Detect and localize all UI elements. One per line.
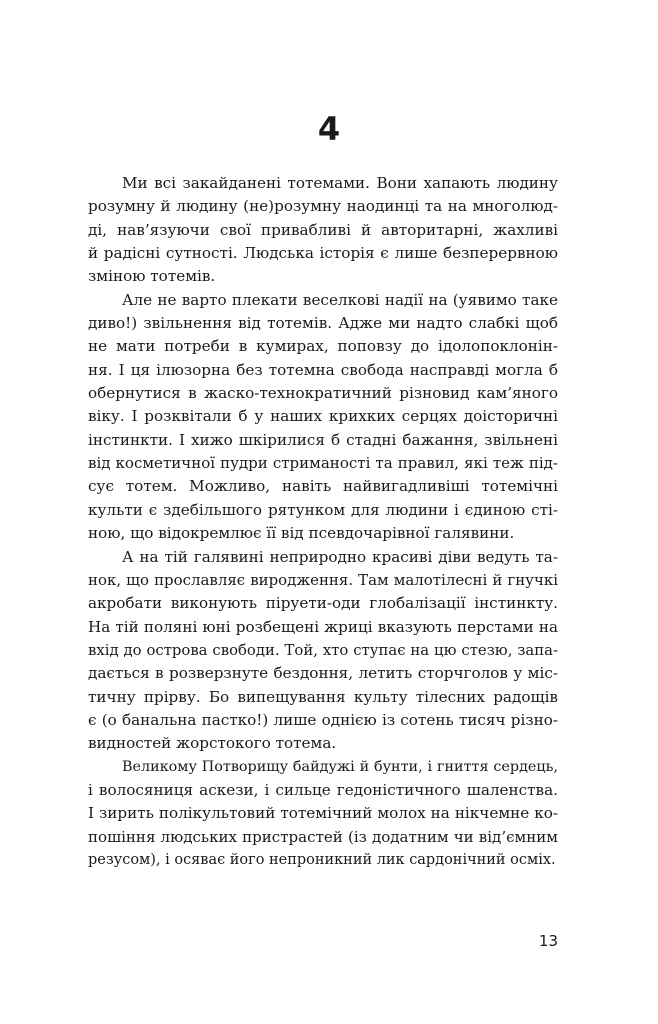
text-line: На тій поляні юні розбещені жриці вказують перстами на — [88, 617, 558, 636]
text-line: Ми всі закайданені тотемами. Вони хапають людину — [122, 174, 558, 192]
text-line: пошіння людських пристрастей (із додатним чи від’ємним — [88, 827, 558, 846]
page-number: 13 — [538, 932, 558, 950]
text-line: резусом), і осяває його непроникний лик сардонічний осміх. — [88, 851, 556, 868]
text-line: тичну прірву. Бо випещування культу тілесних радощів — [88, 687, 558, 706]
chapter-number: 4 — [317, 110, 341, 148]
text-line: й радісні сутності. Людська історія є лише безперервною — [88, 244, 558, 263]
text-line: І зирить полікультовий тотемічний молох на нікчемне ко- — [88, 804, 558, 823]
text-line: і волосяниця аскези, і сильце гедоністичного шаленства. — [88, 780, 558, 799]
text-line: акробати виконують піруети-оди глобалізації інстинкту. — [88, 594, 558, 613]
text-line: розумну й людину (не)розумну наодинці та на многолюд- — [88, 197, 558, 216]
text-line: інстинкти. І хижо шкірилися б стадні бажання, звільнені — [88, 430, 558, 449]
text-line: сує тотем. Можливо, навіть найвигадливіші тотемічні — [88, 477, 558, 496]
text-line: Великому Потворищу байдужі й бунти, і гниття сердець, — [122, 758, 558, 775]
text-line: обернутися в жаско-технократичний різновид кам’яного — [88, 384, 558, 403]
text-line: від косметичної пудри стриманості та правил, які теж під- — [88, 454, 558, 473]
text-line: видностей жорстокого тотема. — [88, 734, 337, 753]
text-line: культи є здебільшого рятунком для людини і єдиною сті- — [88, 500, 558, 519]
text-line: зміною тотемів. — [88, 267, 216, 286]
text-line: Але не варто плекати веселкові надії на (уявимо таке — [122, 290, 558, 309]
text-line: ді, нав’язуючи свої привабливі й авторитарні, жахливі — [88, 220, 558, 239]
text-line: вхід до острова свободи. Той, хто ступає на цю стезю, запа- — [88, 641, 558, 659]
text-line: не мати потреби в кумирах, поповзу до ідолопоклонін- — [88, 337, 558, 356]
text-line: ня. І ця ілюзорна без тотемна свобода насправді могла б — [88, 360, 558, 379]
text-line: ною, що відокремлює її від псевдочарівної галявини. — [88, 524, 515, 543]
text-line: диво!) звільнення від тотемів. Адже ми надто слабкі щоб — [88, 314, 558, 333]
paragraph — [88, 546, 558, 756]
paragraph — [88, 289, 558, 546]
text-line: віку. І розквітали б у наших крихких серцях доісторичні — [88, 407, 558, 426]
body-text — [88, 172, 558, 872]
text-line: нок, що прославляє виродження. Там малотілесні й гнучкі — [88, 570, 558, 589]
text-line: дається в розверзнуте бездоння, летить сторчголов у міс- — [88, 664, 558, 683]
paragraph — [88, 172, 558, 289]
text-line: А на тій галявині неприродно красиві діви ведуть та- — [122, 547, 558, 566]
paragraph — [88, 756, 558, 873]
text-line: є (о банальна пастко!) лише однією із сотень тисяч різно- — [88, 710, 558, 729]
